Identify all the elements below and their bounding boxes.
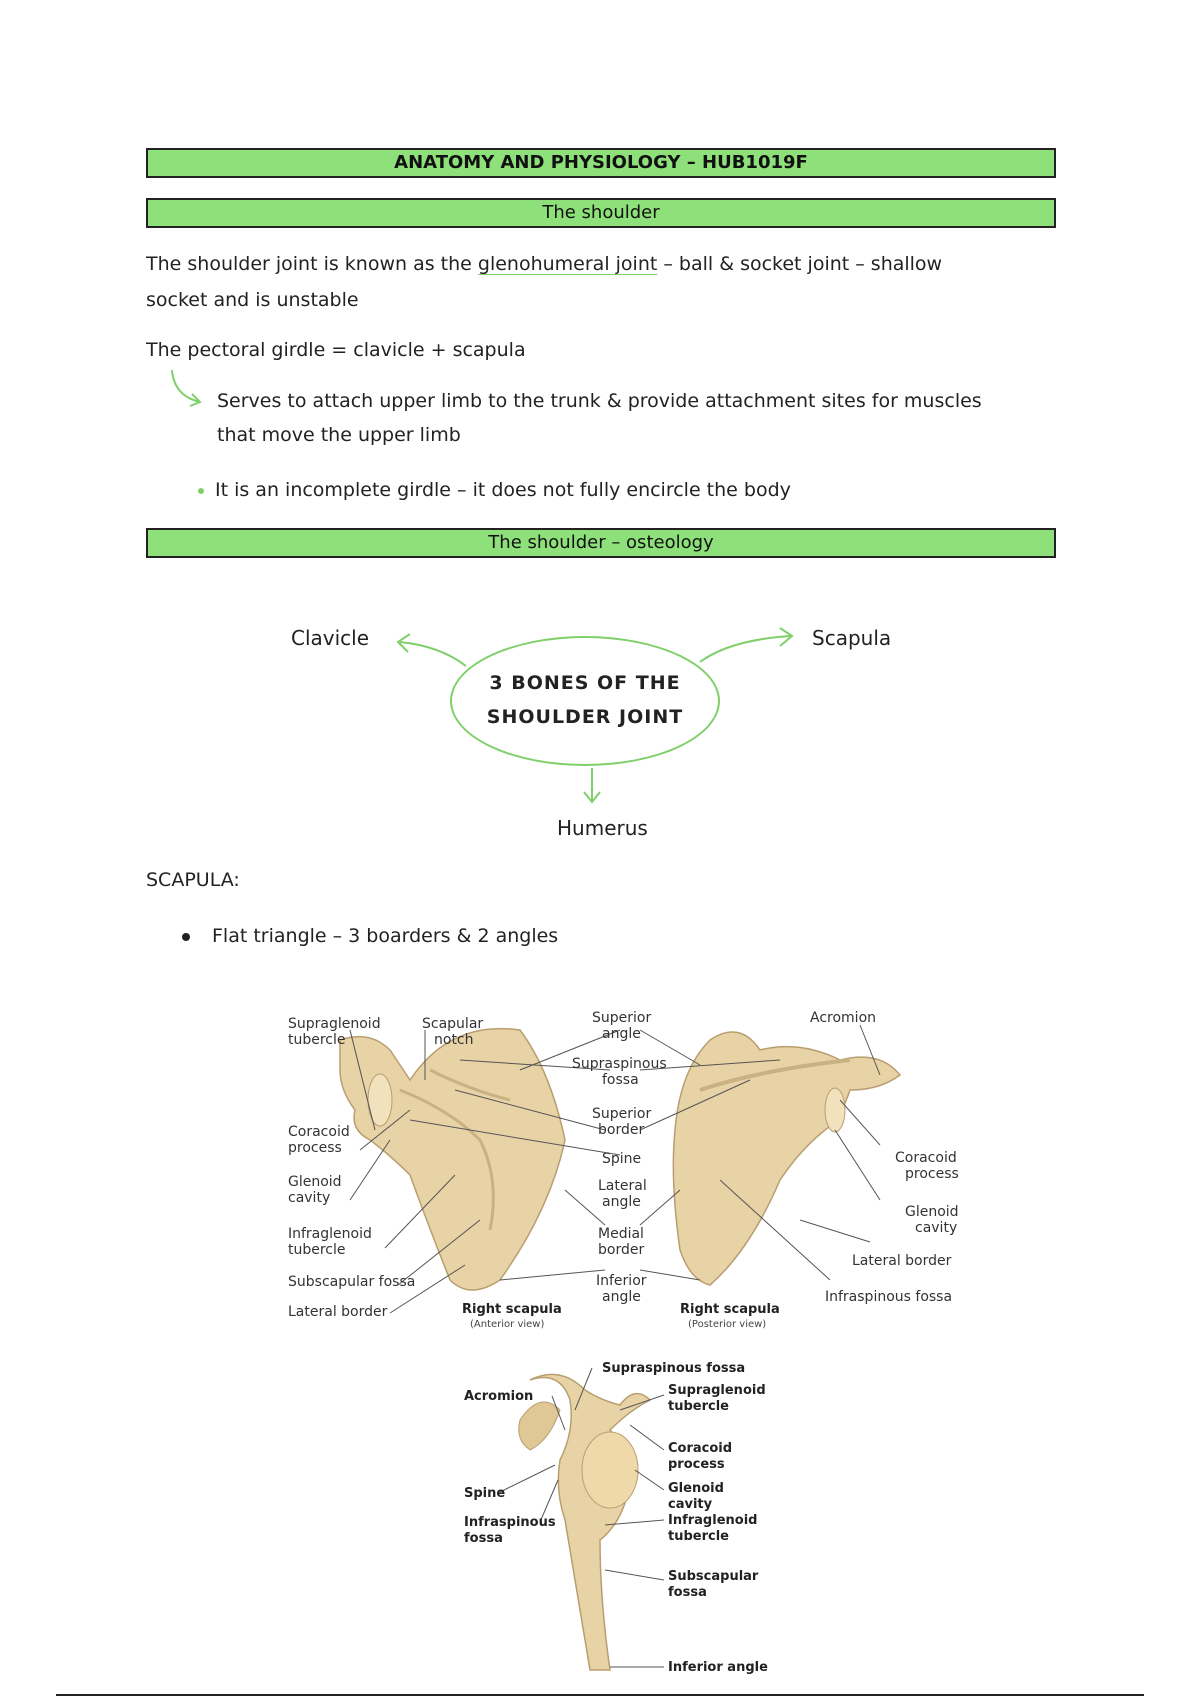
scapula-figure-anterior-posterior — [280, 980, 970, 1340]
label2-infraglenoid-1: Infraglenoid — [668, 1513, 758, 1528]
glenohumeral-term: glenohumeral joint — [477, 253, 658, 275]
label-coracoid-l-2: process — [288, 1140, 342, 1156]
label2-coracoid-1: Coracoid — [668, 1441, 733, 1456]
label-supraglenoid-1: Supraglenoid — [288, 1016, 381, 1032]
label-inferior-angle-1: Inferior — [596, 1273, 647, 1289]
scapula-bullet — [182, 918, 1102, 954]
label-supraglenoid-2: tubercle — [288, 1032, 346, 1048]
label-infraspinous-fossa: Infraspinous fossa — [825, 1289, 953, 1305]
label-superior-angle-1: Superior — [592, 1010, 652, 1026]
label-superior-border-1: Superior — [592, 1106, 652, 1122]
label-medial-border-2: border — [598, 1242, 645, 1258]
mindmap-clavicle: Clavicle — [291, 626, 370, 650]
label-spine: Spine — [602, 1151, 642, 1167]
label-subscapular-fossa: Subscapular fossa — [288, 1274, 416, 1290]
label-glenoid-l-2: cavity — [288, 1190, 331, 1206]
label2-supraglenoid-2: tubercle — [668, 1399, 729, 1414]
intro-line2: socket and is unstable — [146, 289, 359, 311]
label-glenoid-r-1: Glenoid — [905, 1204, 959, 1220]
label-infraglenoid-1: Infraglenoid — [288, 1226, 372, 1242]
bullet-icon — [182, 933, 190, 941]
label-glenoid-l-1: Glenoid — [288, 1174, 342, 1190]
caption-anterior-sub: (Anterior view) — [470, 1319, 545, 1330]
label-acromion: Acromion — [810, 1010, 877, 1026]
scapula-figure-lateral — [460, 1350, 800, 1680]
label-inferior-angle-2: angle — [602, 1289, 641, 1305]
girdle-function-line1: Serves to attach upper limb to the trunk & provide attachment sites for muscles — [217, 390, 982, 412]
label2-coracoid-2: process — [668, 1457, 725, 1472]
label-scapular-notch-2: notch — [434, 1032, 474, 1048]
label-lateral-border-l: Lateral border — [288, 1304, 388, 1320]
label-lateral-angle-1: Lateral — [598, 1178, 647, 1194]
label2-spine: Spine — [464, 1486, 506, 1501]
label-supraspinous-2: fossa — [602, 1072, 639, 1088]
label-medial-border-1: Medial — [598, 1226, 644, 1242]
label2-acromion: Acromion — [464, 1389, 534, 1404]
label2-glenoid-2: cavity — [668, 1497, 713, 1512]
intro-line1-post: – ball & socket joint – shallow — [657, 253, 943, 275]
label2-infraspinous-1: Infraspinous — [464, 1515, 556, 1530]
label-infraglenoid-2: tubercle — [288, 1242, 346, 1258]
label2-subscapular-2: fossa — [668, 1585, 707, 1600]
label2-inferior-angle: Inferior angle — [668, 1660, 768, 1675]
label-glenoid-r-2: cavity — [915, 1220, 958, 1236]
pectoral-girdle-line: The pectoral girdle = clavicle + scapula — [146, 339, 526, 361]
caption-anterior: Right scapula — [462, 1302, 562, 1317]
label2-subscapular-1: Subscapular — [668, 1569, 759, 1584]
label-coracoid-l-1: Coracoid — [288, 1124, 350, 1140]
label-lateral-border-r: Lateral border — [852, 1253, 952, 1269]
mindmap-humerus: Humerus — [557, 816, 648, 840]
label2-supraglenoid-1: Supraglenoid — [668, 1383, 766, 1398]
label-supraspinous-1: Supraspinous — [572, 1056, 667, 1072]
caption-posterior-sub: (Posterior view) — [688, 1319, 767, 1330]
label-scapular-notch-1: Scapular — [422, 1016, 484, 1032]
section-header-osteology: The shoulder – osteology — [146, 528, 1056, 558]
mindmap-center-line1: 3 BONES OF THE — [489, 672, 681, 694]
label-superior-angle-2: angle — [602, 1026, 641, 1042]
label2-infraglenoid-2: tubercle — [668, 1529, 729, 1544]
mindmap-center — [450, 636, 720, 766]
anterior-scapula-shape — [340, 1029, 565, 1290]
label2-infraspinous-2: fossa — [464, 1531, 503, 1546]
label-superior-border-2: border — [598, 1122, 645, 1138]
scapula-heading: SCAPULA: — [146, 869, 240, 891]
label-coracoid-r-1: Coracoid — [895, 1150, 957, 1166]
label2-glenoid-1: Glenoid — [668, 1481, 724, 1496]
label-coracoid-r-2: process — [905, 1166, 959, 1182]
course-title-banner: ANATOMY AND PHYSIOLOGY – HUB1019F — [146, 148, 1056, 178]
section-header-shoulder: The shoulder — [146, 198, 1056, 228]
girdle-function-line2: that move the upper limb — [217, 424, 461, 446]
mindmap-scapula: Scapula — [812, 626, 892, 650]
caption-posterior: Right scapula — [680, 1302, 780, 1317]
label-lateral-angle-2: angle — [602, 1194, 641, 1210]
mindmap-center-line2: SHOULDER JOINT — [486, 706, 684, 728]
scapula-bullet-text: Flat triangle – 3 boarders & 2 angles — [212, 925, 559, 947]
intro-line1-pre: The shoulder joint is known as the — [146, 253, 478, 275]
incomplete-girdle-text: It is an incomplete girdle – it does not fully encircle the body — [215, 479, 791, 501]
label2-supraspinous: Supraspinous fossa — [602, 1361, 746, 1376]
page-divider — [56, 1694, 1144, 1696]
